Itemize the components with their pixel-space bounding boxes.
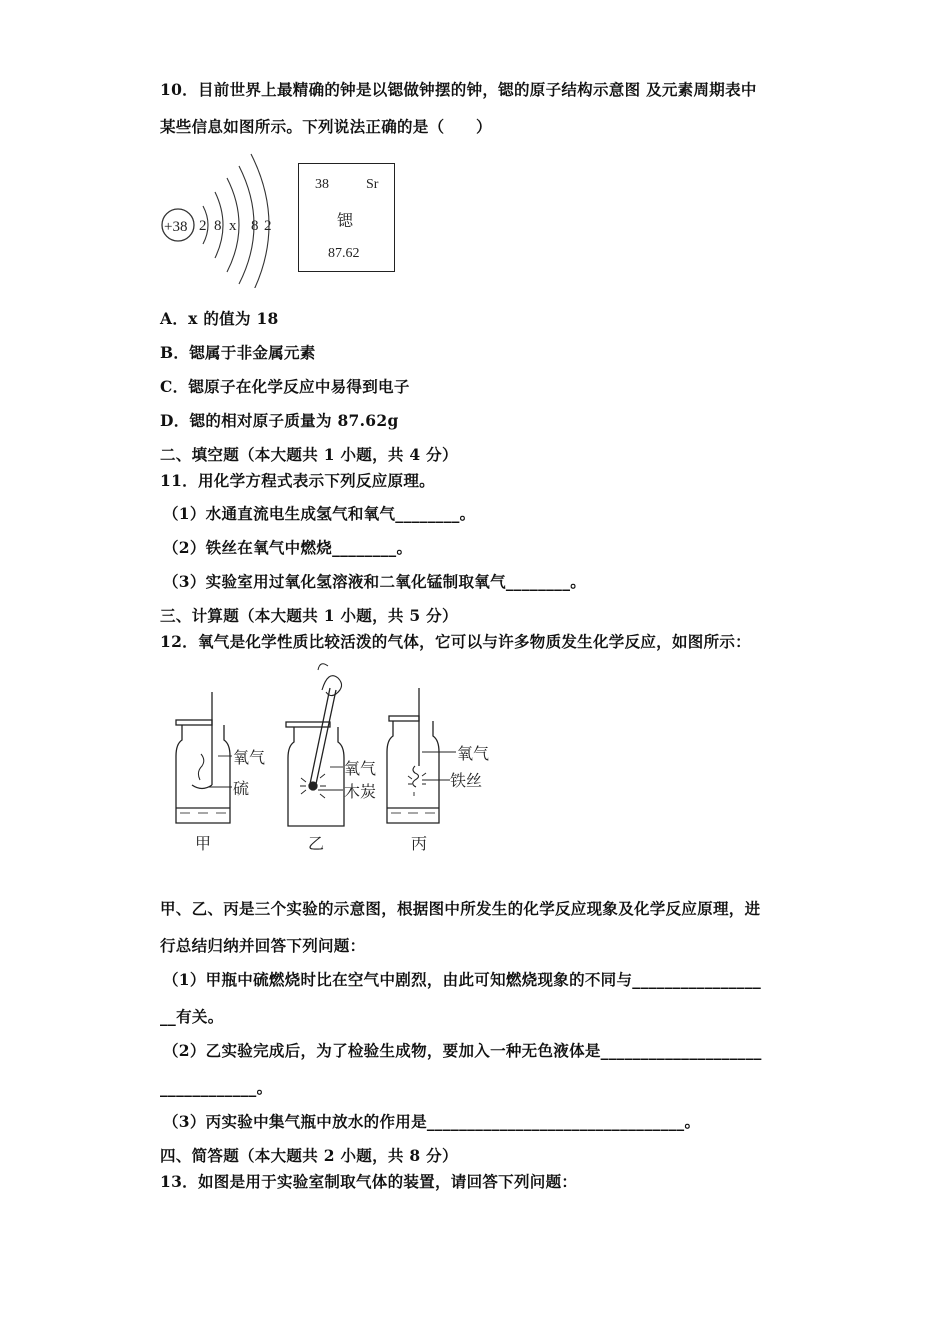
atomic-number: 38 — [315, 177, 329, 192]
jar-yi-caption: 乙 — [308, 834, 325, 853]
jar-bing-label-oxygen: 氧气 — [457, 744, 490, 763]
jar-jia — [176, 692, 232, 823]
jar-bing-iron-coil — [413, 766, 419, 787]
q12-sub2-line2: ____________。 — [160, 1078, 273, 1097]
q11-item-2: （2）铁丝在氧气中燃烧________。 — [163, 538, 413, 557]
shell-electrons-5: 2 — [264, 218, 272, 234]
option-c: C．锶原子在化学反应中易得到电子 — [160, 377, 410, 396]
atom-structure-diagram — [155, 148, 285, 288]
nucleus-charge: +38 — [164, 219, 188, 235]
section2-title: 二、填空题（本大题共 1 小题，共 4 分） — [160, 445, 458, 464]
jar-yi-body — [288, 727, 344, 826]
jar-jia-flame — [198, 754, 203, 780]
jar-bing-lid — [389, 716, 419, 721]
section3-title: 三、计算题（本大题共 1 小题，共 5 分） — [160, 606, 458, 625]
jar-yi-tongs-1 — [310, 688, 330, 784]
element-symbol: Sr — [366, 177, 379, 192]
option-b: B．锶属于非金属元素 — [160, 343, 316, 362]
q12-sub1-line2: __有关。 — [160, 1007, 224, 1026]
q11-item-1: （1）水通直流电生成氢气和氧气________。 — [163, 504, 476, 523]
jar-bing-label-iron-wire: 铁丝 — [450, 771, 483, 790]
oxygen-experiments-figure — [160, 660, 520, 860]
jar-yi-hand — [322, 676, 342, 696]
q12-desc-line1: 甲、乙、丙是三个实验的示意图，根据图中所发生的化学反应现象及化学反应原理，进 — [160, 899, 761, 918]
q11-stem: 11．用化学方程式表示下列反应原理。 — [160, 471, 435, 490]
q12-stem: 12．氧气是化学性质比较活泼的气体，它可以与许多物质发生化学反应，如图所示： — [160, 632, 751, 651]
jar-jia-lid — [176, 720, 212, 725]
shell-electrons-4: 8 — [251, 218, 259, 234]
jar-jia-caption: 甲 — [195, 834, 212, 853]
jar-jia-label-oxygen: 氧气 — [233, 748, 266, 767]
option-d: D．锶的相对原子质量为 87.62g — [160, 411, 399, 430]
shell-electrons-2: 8 — [214, 218, 222, 234]
q12-sub2-line1: （2）乙实验完成后，为了检验生成物，要加入一种无色液体是____________________ — [163, 1041, 762, 1060]
option-a: A．x 的值为 18 — [160, 309, 279, 328]
jar-bing — [387, 688, 456, 823]
q12-sub1-line1: （1）甲瓶中硫燃烧时比在空气中剧烈，由此可知燃烧现象的不同与________________ — [163, 970, 762, 989]
atomic-mass: 87.62 — [328, 246, 360, 261]
q12-desc-line2: 行总结归纳并回答下列问题： — [160, 936, 366, 955]
jar-yi-label-charcoal: 木炭 — [344, 782, 377, 801]
jar-bing-caption: 丙 — [411, 834, 428, 853]
jar-yi — [286, 664, 344, 826]
q11-item-3: （3）实验室用过氧化氢溶液和二氧化锰制取氧气________。 — [163, 572, 587, 591]
section4-title: 四、简答题（本大题共 2 小题，共 8 分） — [160, 1146, 458, 1165]
jar-yi-charcoal — [309, 782, 317, 790]
jar-jia-label-sulfur: 硫 — [233, 779, 250, 798]
q12-sub3: （3）丙实验中集气瓶中放水的作用是________________________________。 — [163, 1112, 701, 1131]
jar-yi-label-oxygen: 氧气 — [344, 759, 377, 778]
q10-stem-line2: 某些信息如图所示。下列说法正确的是（ ） — [160, 117, 492, 136]
shell-electrons-1: 2 — [199, 218, 207, 234]
periodic-table-cell — [298, 163, 395, 272]
jar-bing-sparks — [408, 773, 426, 796]
q10-stem-line1: 10．目前世界上最精确的钟是以锶做钟摆的钟，锶的原子结构示意图 及元素周期表中 — [160, 80, 757, 99]
shell-electrons-3: x — [229, 218, 237, 234]
element-name: 锶 — [337, 213, 354, 230]
q13-stem: 13．如图是用于实验室制取气体的装置，请回答下列问题： — [160, 1172, 578, 1191]
